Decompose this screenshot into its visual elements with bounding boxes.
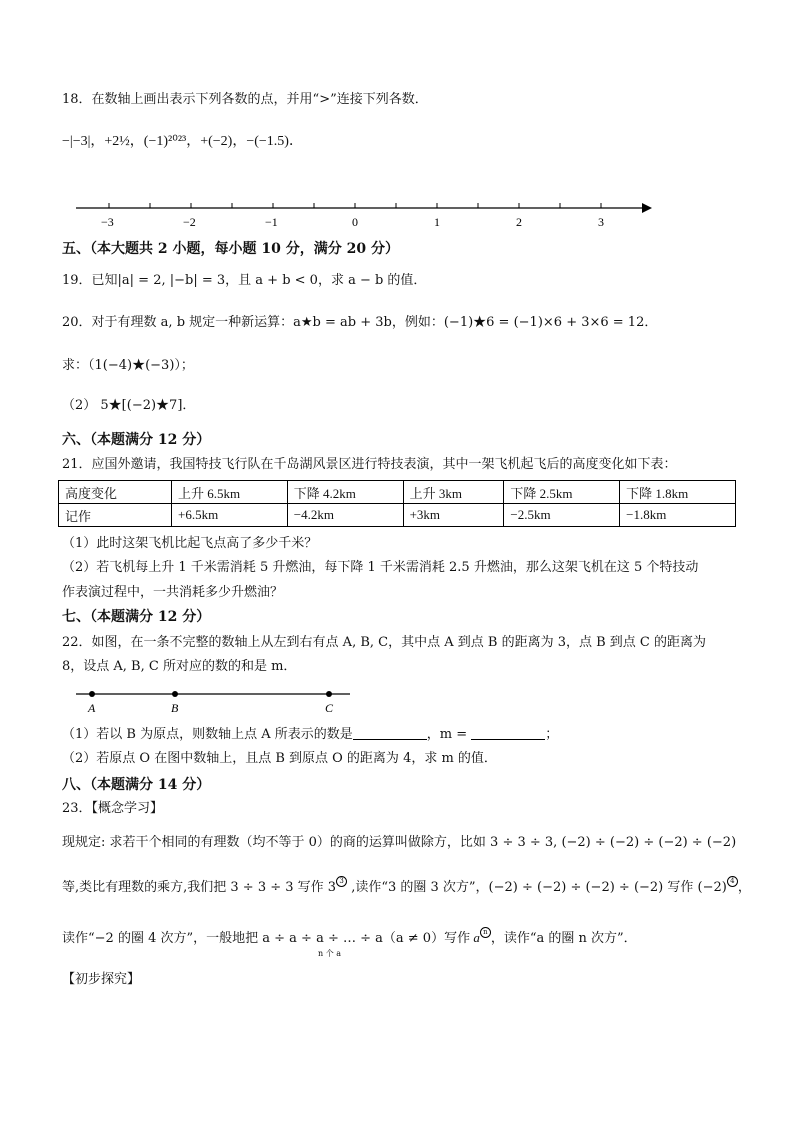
circle-four-sup: 4 (727, 876, 738, 887)
q18-text: 18．在数轴上画出表示下列各数的点，并用“>”连接下列各数． (62, 92, 428, 107)
q18-numbers: −|−3|，+2½，(−1)²⁰²³，+(−2)，−(−1.5)． (62, 134, 303, 149)
point-a-label: A (88, 701, 96, 715)
table-cell: −1.8km (620, 504, 736, 527)
table-cell: −4.2km (287, 504, 403, 527)
q23-underbrace-label: n 个 a (318, 949, 342, 958)
table-cell: 上升 3km (403, 481, 504, 504)
tick-label: −2 (183, 215, 196, 229)
q21-text: 21．应国外邀请，我国特技飞行队在千岛湖风景区进行特技表演，其中一架飞机起飞后的高度变化如下表： (62, 457, 677, 472)
circle-n-sup: n (480, 927, 491, 938)
tick-label: 2 (516, 215, 522, 229)
table-cell: +6.5km (172, 504, 288, 527)
q21-part2a: （2）若飞机每上升 1 千米需消耗 5 升燃油，每下降 1 千米需消耗 2.5 升燃油，那么这架飞机在这 5 个特技动 (62, 560, 699, 575)
q23-title: 23．【概念学习】 (62, 801, 164, 816)
q20-text: 20．对于有理数 a, b 规定一种新运算：a★b = ab + 3b，例如：(−1)★6 = (−1)×6 + 3×6 = 12． (62, 315, 658, 330)
section8-heading: 八、（本题满分 14 分） (62, 777, 211, 793)
q20-part2: （2） 5★[(−2)★7]． (62, 398, 196, 413)
q23-line2 (62, 876, 751, 897)
section7-heading: 七、（本题满分 12 分） (62, 609, 211, 625)
q20-part1: 求：（1(−4)★(−3)）； (62, 358, 194, 373)
answer-blank-a[interactable] (353, 725, 427, 740)
answer-blank-m[interactable] (471, 725, 545, 740)
tick-label: −3 (101, 215, 114, 229)
q23-line2-e: ， (737, 880, 751, 895)
point-a-dot (89, 691, 95, 697)
q23-line3 (62, 927, 637, 948)
table-cell: 下降 4.2km (287, 481, 403, 504)
point-c-dot (326, 691, 332, 697)
table-cell: 记作 (59, 504, 172, 527)
q22-part1-text-a: （1）若以 B 为原点，则数轴上点 A 所表示的数是 (62, 727, 353, 742)
q23-line2-a: 等,类比有理数的乘方,我们把 3 ÷ 3 ÷ 3 写作 3 (62, 880, 337, 895)
table-cell: 高度变化 (59, 481, 172, 504)
table-cell: 下降 1.8km (620, 481, 736, 504)
section5-heading: 五、（本大题共 2 小题，每小题 10 分，满分 20 分） (62, 241, 399, 257)
point-c-label: C (325, 701, 334, 715)
q22-text-a: 22．如图，在一条不完整的数轴上从左到右有点 A, B, C，其中点 A 到点 B 的距离为 3，点 B 到点 C 的距离为 (62, 635, 706, 650)
q19-text: 19．已知|a| = 2, |−b| = 3，且 a + b < 0，求 a − b 的值． (62, 273, 427, 288)
point-b-dot (172, 691, 178, 697)
q21-part1: （1）此时这架飞机比起飞点高了多少千米？ (62, 536, 318, 551)
q22-part1 (62, 725, 558, 744)
q21-part2b: 作表演过程中，一共消耗多少升燃油？ (62, 585, 284, 600)
circle-three-sup: 3 (336, 876, 347, 887)
q22-part2: （2）若原点 O 在图中数轴上，且点 B 到原点 O 的距离为 4，求 m 的值． (62, 751, 497, 766)
q23-line1: 现规定: 求若干个相同的有理数（均不等于 0）的商的运算叫做除方，比如 3 ÷ 3 ÷ 3, (−2) ÷ (−2) ÷ (−2) ÷ (−2) (62, 835, 737, 850)
q23-line3-b: a (470, 930, 480, 945)
tick-label: −1 (265, 215, 278, 229)
section6-heading: 六、（本题满分 12 分） (62, 432, 211, 448)
q23-line2-c: ,读作“3 的圈 3 次方”，(−2) ÷ (−2) ÷ (−2) ÷ (−2) 写作 (−2) (347, 880, 727, 895)
table-cell: 下降 2.5km (504, 481, 620, 504)
q23-line3-d: ，读作“a 的圈 n 次方”． (490, 931, 637, 946)
q23-subtitle: 【初步探究】 (62, 972, 141, 987)
tick-label: 1 (434, 215, 440, 229)
table-cell: −2.5km (504, 504, 620, 527)
q22-part1-text-b: ，m = (426, 727, 468, 742)
q23-line3-a: 读作“−2 的圈 4 次方”，一般地把 a ÷ a ÷ a ÷ … ÷ a（a ≠ 0）写作 (62, 931, 471, 946)
q22-part1-text-c: ； (545, 727, 559, 742)
table-cell: 上升 6.5km (172, 481, 288, 504)
point-b-label: B (171, 701, 179, 715)
table-cell: +3km (403, 504, 504, 527)
q22-text-b: 8，设点 A, B, C 所对应的数的和是 m． (62, 659, 297, 674)
tick-label: 0 (352, 215, 358, 229)
tick-label: 3 (598, 215, 604, 229)
